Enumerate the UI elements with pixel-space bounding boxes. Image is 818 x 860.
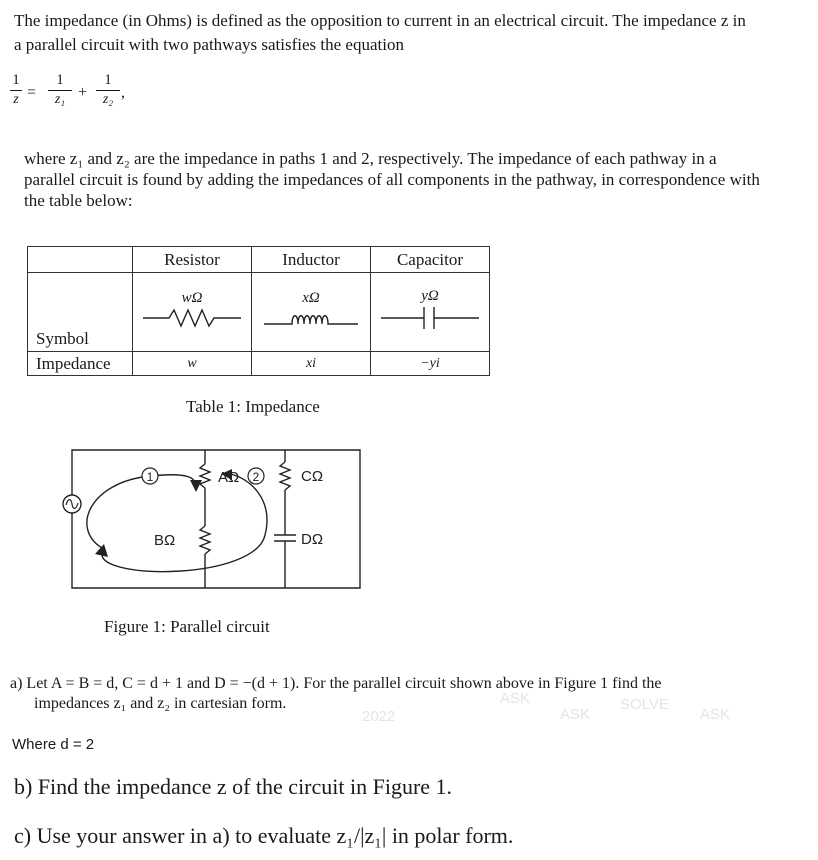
- inductor-impedance: xi: [252, 352, 371, 376]
- capacitor-symbol-label: yΩ: [421, 288, 439, 304]
- desc-line-2: parallel circuit is found by adding the impedances of all components in the pathway, in correspondence with: [24, 170, 760, 189]
- watermark-4: SOLVE: [620, 696, 669, 713]
- equation-comma: ,: [121, 84, 125, 101]
- inductor-symbol-cell: [252, 273, 371, 352]
- watermark-2: ASK: [500, 690, 531, 707]
- table-corner: [28, 247, 133, 273]
- where-d-note: Where d = 2: [12, 736, 95, 753]
- question-b: b) Find the impedance z of the circuit in Figure 1.: [14, 774, 453, 799]
- inductor-icon: [256, 307, 366, 329]
- header-inductor: Inductor: [252, 247, 371, 273]
- term1-numerator: 1: [56, 72, 64, 88]
- node-1-label: 1: [146, 470, 154, 484]
- lhs-numerator: 1: [12, 72, 20, 88]
- watermark-3: ASK: [560, 706, 591, 723]
- intro-line-2: a parallel circuit with two pathways satisfies the equation: [14, 35, 404, 54]
- resistor-symbol-cell: [133, 273, 252, 352]
- watermark-5: ASK: [700, 706, 731, 723]
- watermark-1: 2022: [362, 708, 396, 725]
- term2-numerator: 1: [104, 72, 112, 88]
- row-label-symbol: Symbol: [28, 273, 133, 352]
- intro-line-1: The impedance (in Ohms) is defined as the opposition to current in an electrical circuit. The impedance z in: [14, 11, 746, 30]
- inductor-symbol-label: xΩ: [302, 290, 320, 306]
- question-a-line-1: a) Let A = B = d, C = d + 1 and D = −(d + 1). For the parallel circuit shown above in Figure 1 find the: [10, 675, 662, 692]
- resistor-symbol-label: wΩ: [181, 290, 203, 306]
- impedance-table: [27, 246, 490, 376]
- label-B: BΩ: [154, 532, 176, 549]
- header-resistor: Resistor: [133, 247, 252, 273]
- capacitor-impedance: −yi: [371, 352, 490, 376]
- equals-sign: =: [27, 84, 37, 101]
- row-label-impedance: Impedance: [28, 352, 133, 376]
- lhs-denominator: z: [13, 92, 19, 107]
- question-c: c) Use your answer in a) to evaluate z₁/|z₁| in polar form.: [14, 823, 514, 848]
- figure-caption: Figure 1: Parallel circuit: [104, 617, 270, 636]
- label-A: AΩ: [218, 469, 240, 486]
- node-2-label: 2: [252, 470, 260, 484]
- term2-denominator: z₂: [102, 92, 114, 107]
- resistor-icon: [137, 307, 247, 329]
- header-capacitor: Capacitor: [371, 247, 490, 273]
- table-caption: Table 1: Impedance: [186, 397, 320, 416]
- term1-denominator: z₁: [54, 92, 66, 107]
- capacitor-icon: [375, 305, 485, 331]
- label-D: DΩ: [301, 531, 324, 548]
- capacitor-symbol-cell: [371, 273, 490, 352]
- question-a-line-2: impedances z₁ and z₂ in cartesian form.: [34, 695, 287, 712]
- parallel-circuit-diagram: [60, 440, 380, 600]
- label-C: CΩ: [301, 468, 324, 485]
- desc-line-1: where z₁ and z₂ are the impedance in paths 1 and 2, respectively. The impedance of each pathway in a: [24, 149, 717, 168]
- plus-sign: +: [78, 84, 88, 101]
- resistor-impedance: w: [133, 352, 252, 376]
- desc-line-3: the table below:: [24, 191, 133, 210]
